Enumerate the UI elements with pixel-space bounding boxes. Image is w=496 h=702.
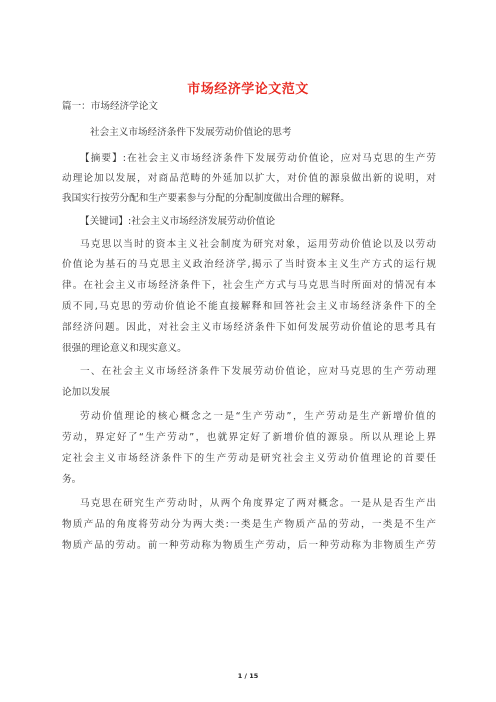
abstract-line: 动理论加以发展，对商品范畴的外延加以扩大，对价值的源泉做出新的说明，对 [62,173,436,184]
body-line: 劳动，界定好了“生产劳动”，也就界定好了新增价值的源泉。所以从理论上界 [62,432,436,443]
body-line: 部经济问题。因此，对社会主义市场经济条件下如何发展劳动价值论的思考具有 [62,322,436,333]
page-number: 1 / 15 [237,672,259,680]
body-line: 物质产品的角度将劳动分为两大类:一类是生产物质产品的劳动，一类是不生产 [62,519,436,530]
body-line: 质不同,马克思的劳动价值论不能直接解释和回答社会主义市场经济条件下的全 [62,301,436,312]
body-line: 价值论为基石的马克思主义政治经济学,揭示了当时资本主义生产方式的运行规 [62,259,436,270]
body-line: 马克思在研究生产劳动时，从两个角度界定了两对概念。一是从是否生产出 [80,498,436,509]
article-title: 社会主义市场经济条件下发展劳动价值论的思考 [90,127,292,138]
body-line: 律。在社会主义市场经济条件下，社会生产方式与马克思当时所面对的情况有本 [62,280,436,291]
section-heading: 篇一：市场经济学论文 [62,101,158,112]
body-line: 马克思以当时的资本主义社会制度为研究对象，运用劳动价值论以及以劳动 [80,239,436,250]
subheading-line: 一、在社会主义市场经济条件下发展劳动价值论，应对马克思的生产劳动理 [80,366,436,377]
document-title: 市场经济学论文范文 [187,82,309,97]
body-line: 定社会主义市场经济条件下的生产劳动是研究社会主义劳动价值理论的首要任 [62,453,436,464]
body-line: 物质产品的劳动。前一种劳动称为物质生产劳动，后一种劳动称为非物质生产劳 [62,540,436,551]
abstract-line: 【摘要】:在社会主义市场经济条件下发展劳动价值论，应对马克思的生产劳 [80,153,436,164]
body-line: 务。 [62,474,82,485]
body-line: 很强的理论意义和现实意义。 [62,343,187,354]
body-line: 劳动价值理论的核心概念之一是“生产劳动”，生产劳动是生产新增价值的 [80,411,436,422]
abstract-line: 我国实行按劳分配和生产要素参与分配的分配制度做出合理的解释。 [62,193,350,204]
keywords-line: 【关键词】:社会主义市场经济发展劳动价值论 [80,216,276,227]
subheading-line: 论加以发展 [62,387,110,398]
